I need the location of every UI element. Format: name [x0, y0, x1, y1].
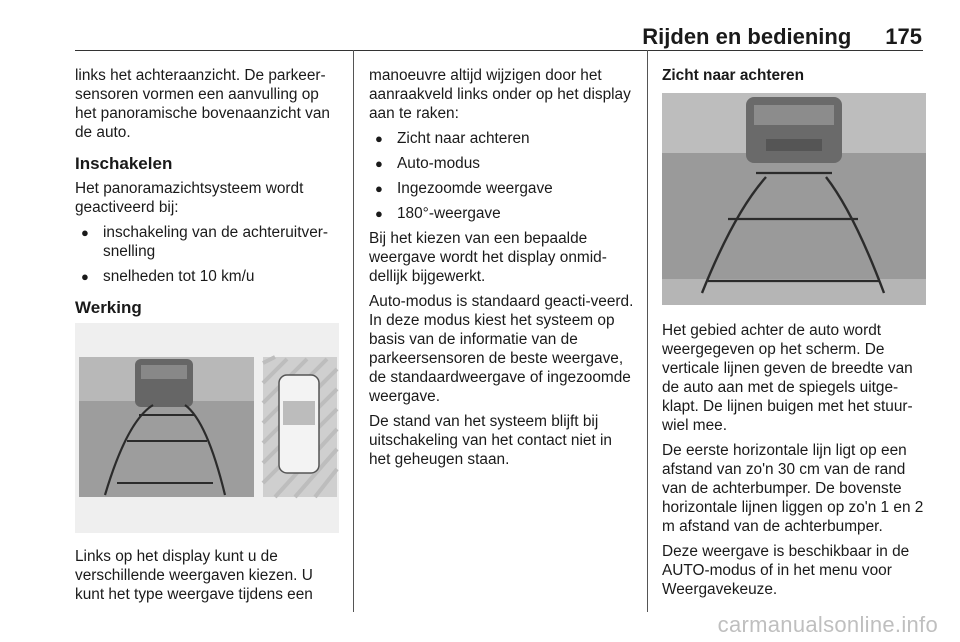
column-2 [369, 66, 635, 475]
list-item: ● 180°-weergave [369, 204, 635, 223]
view-mode-list [369, 129, 635, 223]
rear-view-illustration [662, 93, 926, 305]
paragraph-display: Links op het display kunt u de verschillende weergaven kiezen. U kunt het type weergave tijdens een [75, 548, 313, 603]
page-header [642, 24, 922, 50]
list-item: ● inschakeling van de achteruitver-snelling [75, 223, 343, 261]
panorama-view-illustration [75, 323, 339, 533]
paragraph-select: Bij het kiezen van een bepaalde weergave wordt het display onmid-dellijk bijgewerkt. [369, 230, 607, 285]
watermark: carmanualsonline.info [717, 612, 938, 637]
paragraph-available: Deze weergave is beschikbaar in de AUTO-modus of in het menu voor Weergavekeuze. [662, 543, 910, 598]
heading-rear-view: Zicht naar achteren [662, 67, 804, 84]
paragraph-auto: Auto-modus is standaard geacti-veerd. In deze modus kiest het systeem op basis van de informatie van de parkeersensoren de beste weergave, de standaardweergave of ingezoomde weergave. [369, 293, 634, 405]
paragraph-area: Het gebied achter de auto wordt weergegeven op het scherm. De verticale lijnen geven de breedte van de auto aan met de spiegels uitge-klapt. De lijnen buigen met het stuur-wiel mee. [662, 322, 913, 434]
column-1 [75, 66, 343, 610]
paragraph-lines: De eerste horizontale lijn ligt op een afstand van zo'n 30 cm van de rand van de achterbumper. De bovenste horizontale lijnen liggen op zo'n 1 en 2 m afstand van de achterbumper. [662, 442, 924, 535]
heading-werking: Werking [75, 298, 142, 317]
page-number: 175 [885, 24, 922, 49]
activation-list [75, 223, 343, 286]
column-divider-1 [353, 50, 354, 612]
list-item: ● Zicht naar achteren [369, 129, 635, 148]
header-rule [75, 50, 923, 51]
column-divider-2 [647, 50, 648, 612]
heading-inschakelen: Inschakelen [75, 154, 173, 173]
paragraph-state: De stand van het systeem blijft bij uitschakeling van het contact niet in het geheugen staan. [369, 413, 612, 468]
list-item: ● snelheden tot 10 km/u [75, 267, 343, 286]
column-3 [662, 66, 930, 605]
paragraph-continue: manoeuvre altijd wijzigen door het aanraakveld links onder op het display aan te raken: [369, 67, 631, 122]
list-item: ● Auto-modus [369, 154, 635, 173]
section-title: Rijden en bediening [642, 24, 852, 49]
list-item: ● Ingezoomde weergave [369, 179, 635, 198]
paragraph-activated: Het panoramazichtsysteem wordt geactiveerd bij: [75, 180, 304, 216]
paragraph-intro: links het achteraanzicht. De parkeer-sensoren vormen een aanvulling op het panoramische bovenaanzicht van de auto. [75, 67, 330, 141]
